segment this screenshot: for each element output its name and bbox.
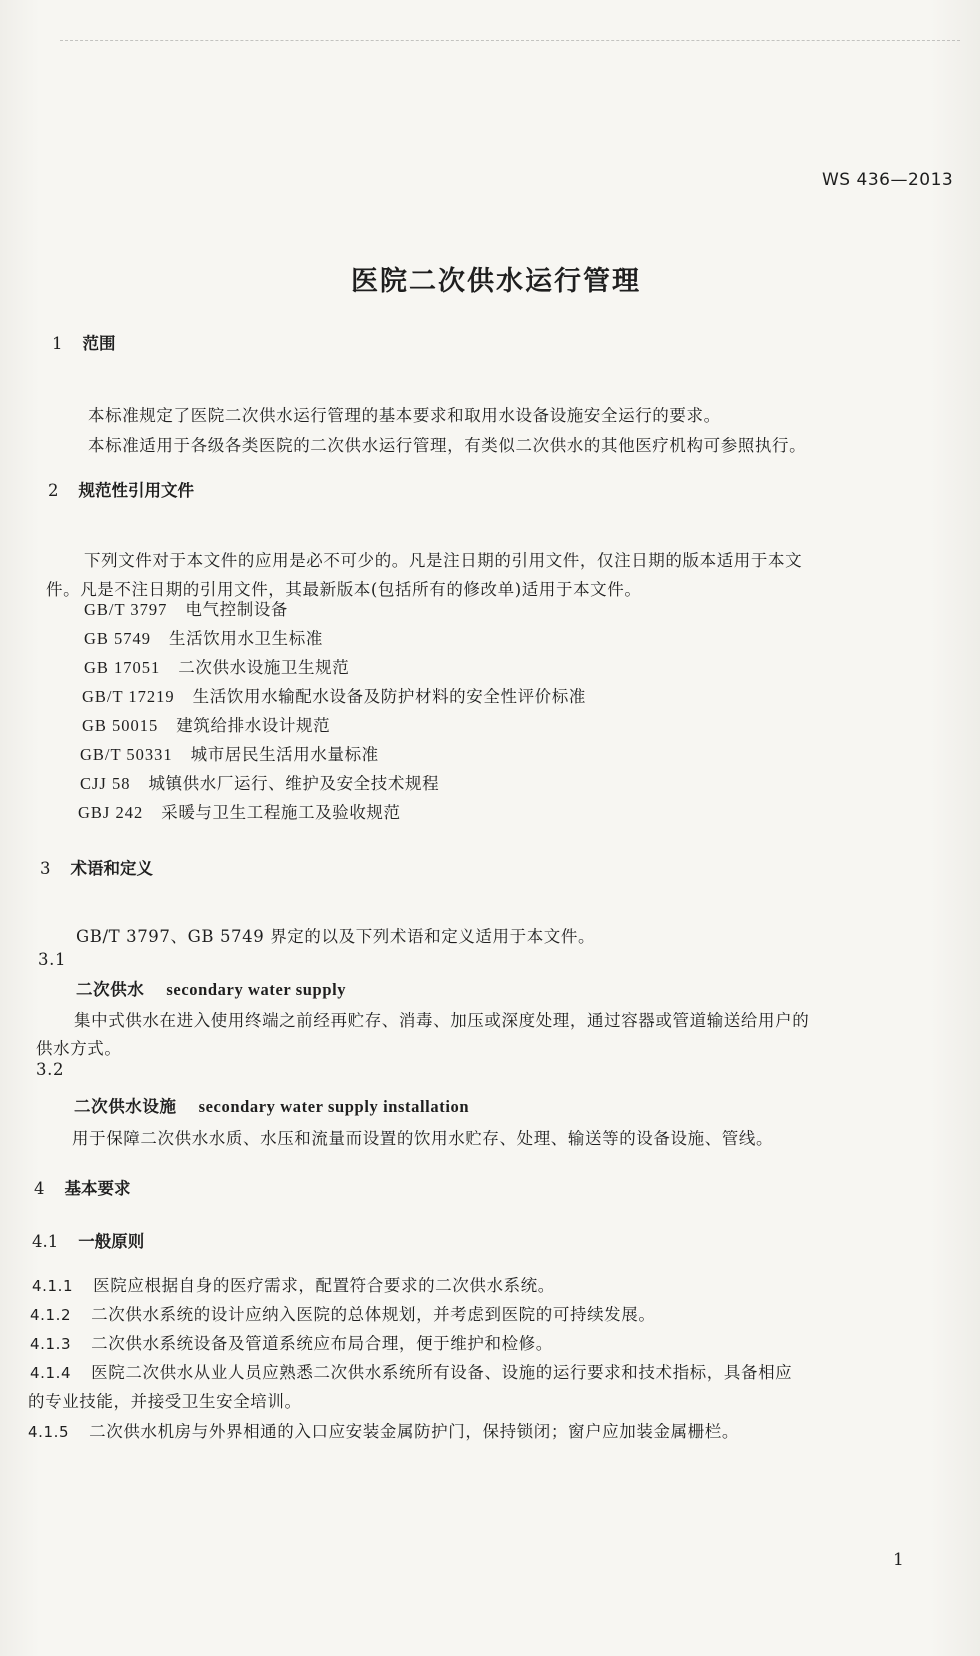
term-number: 3.2	[36, 1060, 65, 1079]
clause-item	[30, 1359, 792, 1383]
reference-item	[82, 683, 586, 707]
section-number: 4	[34, 1179, 45, 1198]
clause-number: 4.1.2	[30, 1306, 72, 1324]
clause-item	[30, 1330, 553, 1354]
section-1-heading	[52, 330, 116, 354]
paragraph: GB/T 3797、GB 5749 界定的以及下列术语和定义适用于本文件。	[76, 927, 596, 946]
term-en: secondary water supply installation	[198, 1097, 470, 1116]
reference-item	[80, 741, 379, 765]
term-number: 3.1	[38, 950, 67, 969]
reference-title: 采暖与卫生工程施工及验收规范	[161, 803, 401, 822]
section-number: 1	[52, 334, 63, 353]
reference-title: 生活饮用水输配水设备及防护材料的安全性评价标准	[192, 687, 586, 706]
term-zh: 二次供水设施	[74, 1097, 177, 1116]
paragraph: 本标准规定了医院二次供水运行管理的基本要求和取用水设备设施安全运行的要求。	[88, 406, 721, 425]
clause-number: 4.1.4	[30, 1364, 72, 1382]
reference-code: GB/T 50331	[80, 745, 173, 764]
term-en: secondary water supply	[166, 980, 347, 999]
section-number: 2	[48, 481, 59, 500]
clause-number: 4.1.1	[32, 1277, 74, 1295]
clause-text: 二次供水系统的设计应纳入医院的总体规划，并考虑到医院的可持续发展。	[91, 1305, 656, 1324]
clause-text: 医院二次供水从业人员应熟悉二次供水系统所有设备、设施的运行要求和技术指标，具备相应	[91, 1363, 793, 1382]
reference-code: GBJ 242	[78, 803, 144, 822]
clause-item	[28, 1418, 739, 1442]
subsection-number: 4.1	[32, 1232, 59, 1251]
reference-title: 二次供水设施卫生规范	[178, 658, 350, 677]
reference-title: 城市居民生活用水量标准	[190, 745, 379, 764]
clause-number: 4.1.3	[30, 1335, 72, 1353]
reference-title: 电气控制设备	[185, 600, 289, 619]
term-definition: 集中式供水在进入使用终端之前经再贮存、消毒、加压或深度处理，通过容器或管道输送给用户的	[74, 1011, 810, 1030]
reference-code: CJJ 58	[80, 774, 131, 793]
clause-continuation: 的专业技能，并接受卫生安全培训。	[28, 1392, 302, 1411]
paragraph: 件。凡是不注日期的引用文件，其最新版本(包括所有的修改单)适用于本文件。	[46, 580, 642, 599]
reference-code: GB 50015	[82, 716, 159, 735]
reference-code: GB 5749	[84, 629, 152, 648]
term-heading	[76, 976, 346, 1000]
section-title: 基本要求	[64, 1179, 131, 1198]
clause-text: 二次供水机房与外界相通的入口应安装金属防护门，保持锁闭；窗户应加装金属栅栏。	[89, 1422, 739, 1441]
subsection-heading	[32, 1228, 144, 1252]
reference-item	[84, 625, 323, 649]
clause-item	[32, 1272, 555, 1296]
page-number: 1	[893, 1550, 904, 1570]
top-divider	[60, 40, 960, 42]
section-title: 术语和定义	[70, 859, 153, 878]
section-4-heading	[34, 1175, 131, 1199]
reference-code: GB/T 17219	[82, 687, 175, 706]
reference-item	[82, 712, 330, 736]
reference-item	[78, 799, 401, 823]
paragraph: 下列文件对于本文件的应用是必不可少的。凡是注日期的引用文件，仅注日期的版本适用于本文	[84, 551, 803, 570]
paragraph: 本标准适用于各级各类医院的二次供水运行管理，有类似二次供水的其他医疗机构可参照执行。	[88, 436, 807, 455]
reference-title: 城镇供水厂运行、维护及安全技术规程	[148, 774, 440, 793]
section-title: 规范性引用文件	[78, 481, 194, 500]
section-2-heading	[48, 477, 194, 501]
term-definition: 用于保障二次供水水质、水压和流量而设置的饮用水贮存、处理、输送等的设备设施、管线。	[72, 1129, 774, 1148]
clause-number: 4.1.5	[28, 1423, 70, 1441]
section-number: 3	[40, 859, 51, 878]
reference-item	[84, 654, 349, 678]
standard-number: WS 436—2013	[822, 170, 954, 190]
reference-item	[80, 770, 439, 794]
section-title: 范围	[82, 334, 116, 353]
term-zh: 二次供水	[76, 980, 145, 999]
clause-text: 医院应根据自身的医疗需求，配置符合要求的二次供水系统。	[93, 1276, 555, 1295]
reference-code: GB/T 3797	[84, 600, 168, 619]
clause-text: 二次供水系统设备及管道系统应布局合理，便于维护和检修。	[91, 1334, 553, 1353]
page-title: 医院二次供水运行管理	[351, 266, 641, 297]
term-definition: 供水方式。	[36, 1039, 122, 1058]
clause-item	[30, 1301, 655, 1325]
reference-title: 建筑给排水设计规范	[176, 716, 331, 735]
reference-code: GB 17051	[84, 658, 161, 677]
reference-title: 生活饮用水卫生标准	[169, 629, 323, 648]
section-3-heading	[40, 855, 153, 879]
subsection-title: 一般原则	[78, 1232, 145, 1251]
reference-item	[84, 596, 288, 620]
term-heading	[74, 1093, 469, 1117]
